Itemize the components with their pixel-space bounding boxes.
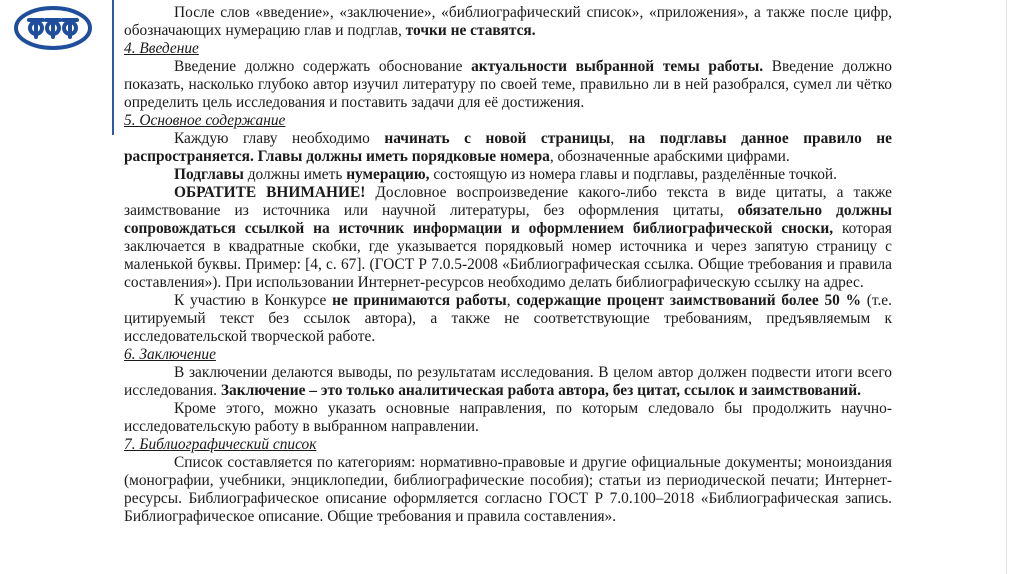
paragraph-chapters: Каждую главу необходимо начинать с новой страницы, на подглавы данное правило не распространяется. Главы должны иметь порядковые номера, обозначенные арабскими цифрами. [124,130,892,165]
paragraph-contest-rules: К участию в Конкурсе не принимаются работы, содержащие процент заимствований более 50 % (т.е. цитируемый текст без ссылок автора), а также не соответствующие требованиям, предъявляемым к исследовательской творческой работе. [124,292,892,345]
paragraph-introduction: Введение должно содержать обоснование актуальности выбранной темы работы. Введение должно показать, насколько глубоко автор изучил литературу по своей теме, правильно ли в ней разобрался, сумел ли чётко определить цель исследования и поставить задачи для её достижения. [124,58,892,111]
paragraph-conclusion: В заключении делаются выводы, по результатам исследования. В целом автор должен подвести итоги всего исследования. Заключение – это только аналитическая работа автора, без цитат, ссылок и заимствований. [124,364,892,399]
paragraph-attention: ОБРАТИТЕ ВНИМАНИЕ! Дословное воспроизведение какого-либо текста в виде цитаты, а также заимствование из источника или научной литературы, без оформления цитаты, обязательно должны сопровождаться ссылкой на источник информации и оформлением библиографической сноски, которая заключается в квадратные скобки, где указывается порядковый номер источника и через запятую страницу с маленькой буквы. Пример: [4, с. 67]. (ГОСТ Р 7.0.5-2008 «Библиографическая ссылка. Общие требования и правила составления»). При использовании Интернет-ресурсов необходимо делать библиографическую ссылку на адрес. [124,184,893,291]
paragraph-subchapters: Подглавы должны иметь нумерацию, состоящую из номера главы и подглавы, разделённые точкой. [174,166,837,183]
paragraph-conclusion-directions: Кроме этого, можно указать основные направления, по которым следовало бы продолжить научно-исследовательскую работу в выбранном направлении. [124,400,892,435]
heading-bibliography: 7. Библиографический список [124,436,317,453]
paragraph-numbering-note: После слов «введение», «заключение», «библиографический список», «приложения», а также после цифр, обозначающих нумерацию глав и подглав, точки не ставятся. [124,4,892,39]
heading-conclusion: 6. Заключение [124,346,216,363]
paragraph-bibliography: Список составляется по категориям: нормативно-правовые и другие официальные документы; моноиздания (монографии, учебники, энциклопедии, библиографические пособия); статьи из периодической печати; Интернет-ресурсы. Библиографическое описание оформляется согласно ГОСТ Р 7.0.100–2018 «Библиографическая запись. Библиографическое описание. Общие требования и правила составления». [124,454,892,525]
heading-introduction: 4. Введение [124,40,199,57]
heading-main-content: 5. Основное содержание [124,112,286,129]
page-edge-rule [1006,0,1007,574]
accent-rule [112,0,114,135]
org-logo-icon [14,6,92,50]
document-body [124,4,892,526]
